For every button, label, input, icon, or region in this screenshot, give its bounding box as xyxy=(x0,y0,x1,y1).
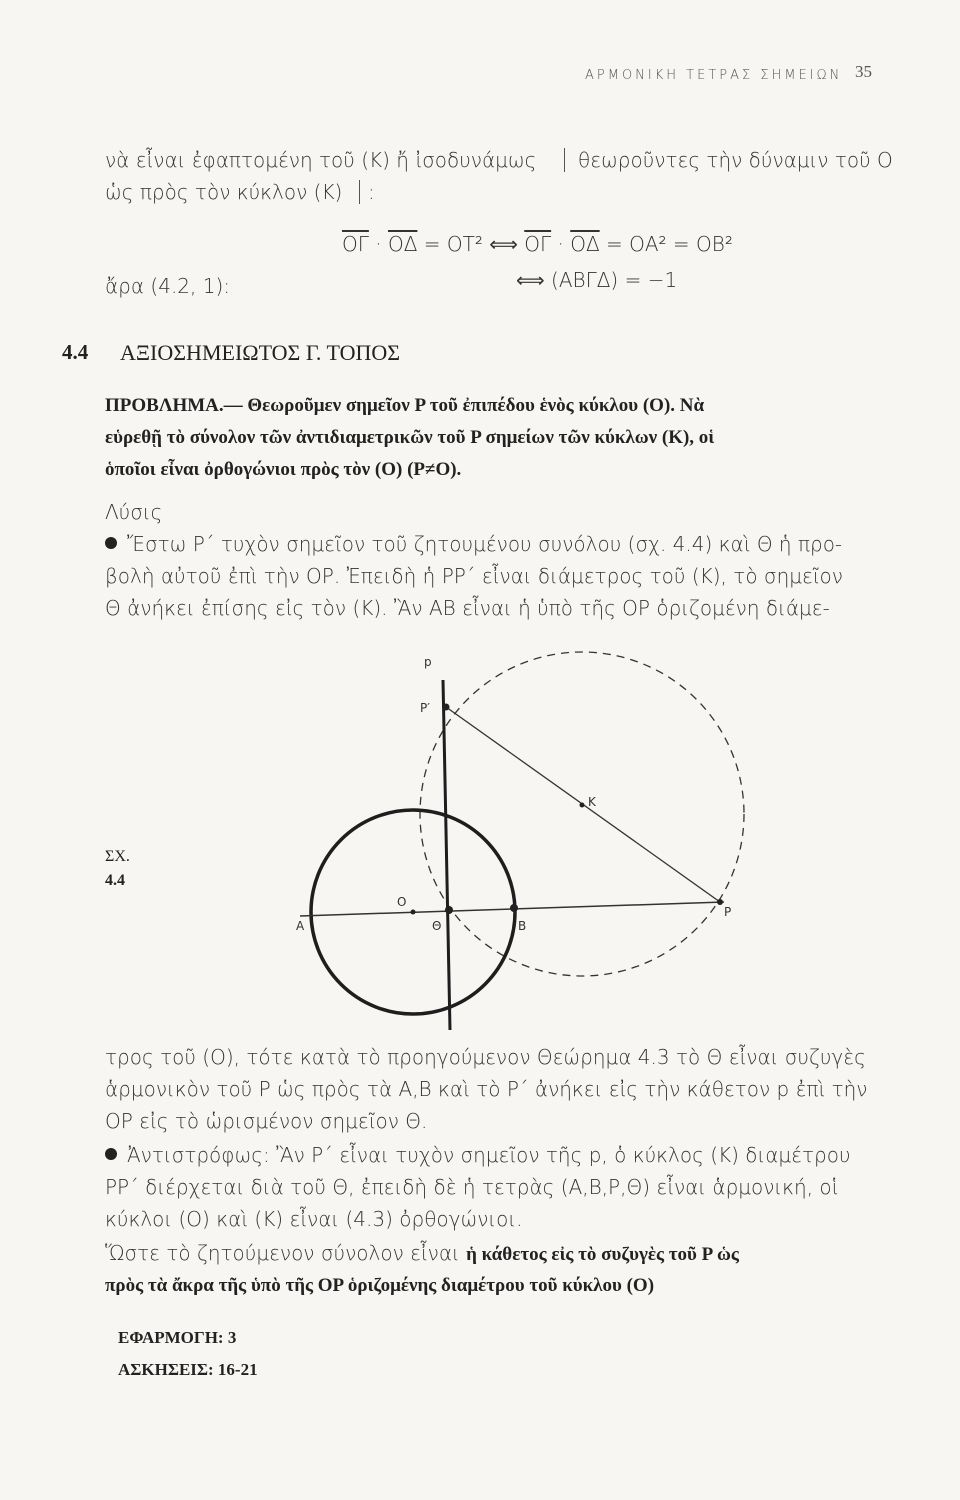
point-theta xyxy=(445,906,453,914)
eq-dot: · xyxy=(551,232,571,256)
conclusion-line1 xyxy=(105,1241,739,1266)
conclusion-bold: ἡ κάθετος εἰς τὸ συζυγὲς τοῦ Ρ ὡς xyxy=(466,1244,739,1265)
segment-od: $\overline{O\Delta}$ xyxy=(570,232,600,256)
intro-line1-b: θεωροῦντες τὴν δύναμιν τοῦ Ο xyxy=(578,148,893,172)
bracket-bar xyxy=(564,148,565,172)
figure-4-4 xyxy=(0,640,960,1040)
solution-p1-line6: ΟΡ εἰς τὸ ὡρισμένον σημεῖον Θ. xyxy=(105,1109,428,1133)
intro-line2: ὡς πρὸς τὸν κύκλον (Κ) xyxy=(105,180,343,204)
intro-line1-a: νὰ εἶναι ἐφαπτομένη τοῦ (Κ) ἤ ἰσοδυνάμως xyxy=(105,148,537,172)
segment-od: $\overline{O\Delta}$ xyxy=(387,232,418,256)
section-number: 4.4 xyxy=(62,340,89,364)
solution-p1-line4: τρος τοῦ (Ο), τότε κατὰ τὸ προηγούμενον Θεώρημα 4.3 τὸ Θ εἶναι συζυγὲς xyxy=(105,1045,866,1069)
eq-part: = ΟΑ² = ΟΒ² xyxy=(599,232,733,256)
figure-caption-l2: 4.4 xyxy=(105,872,125,889)
solution-p1-text: Ἔστω Ρ΄ τυχὸν σημεῖον τοῦ ζητουμένου συνόλου (σχ. 4.4) καὶ Θ ἡ προ- xyxy=(127,532,843,556)
perpendicular-p xyxy=(443,680,450,1030)
solution-p1-line3: Θ ἀνήκει ἐπίσης εἰς τὸν (Κ). Ἂν ΑΒ εἶναι ἡ ὑπὸ τῆς ΟΡ ὁριζομένη διάμε- xyxy=(105,596,830,620)
application-ref: ΕΦΑΡΜΟΓΗ: 3 xyxy=(118,1328,237,1347)
point-k xyxy=(580,803,585,808)
exercises-ref: ΑΣΚΗΣΕΙΣ: 16-21 xyxy=(118,1360,258,1379)
equation-line1 xyxy=(342,232,733,256)
conclusion-line2: πρὸς τὰ ἄκρα τῆς ὑπὸ τῆς ΟΡ ὁριζομένης διαμέτρου τοῦ κύκλου (Ο) xyxy=(105,1275,655,1296)
solution-p2-line3: κύκλοι (Ο) καὶ (Κ) εἶναι (4.3) ὀρθογώνιοι. xyxy=(105,1207,523,1231)
solution-p1-line2: βολὴ αὐτοῦ ἐπὶ τὴν ΟΡ. Ἐπειδὴ ἡ ΡΡ΄ εἶναι διάμετρος τοῦ (Κ), τὸ σημεῖον xyxy=(105,564,843,588)
label-k: K xyxy=(588,795,596,809)
eq-part: = ΟΤ² ⟺ xyxy=(417,232,525,256)
solution-heading: Λύσις xyxy=(105,500,163,524)
label-theta: Θ xyxy=(432,919,442,933)
label-a: A xyxy=(296,919,305,933)
bracket-bar xyxy=(359,180,360,204)
conclusion-plain: Ὥστε τὸ ζητούμενον σύνολον εἶναι xyxy=(105,1241,467,1265)
ara-label: ἄρα (4.2, 1): xyxy=(105,274,231,298)
problem-line2: εὑρεθῇ τὸ σύνολον τῶν ἀντιδιαμετρικῶν τοῦ Ρ σημείων τῶν κύκλων (Κ), οἱ xyxy=(105,427,715,448)
label-p-line: p xyxy=(424,655,432,669)
label-o: O xyxy=(397,895,407,909)
bullet-icon xyxy=(105,1148,117,1160)
point-p-prime xyxy=(443,704,450,711)
label-p-point: P xyxy=(724,905,732,919)
problem-line1: ΠΡΟΒΛΗΜΑ.— Θεωροῦμεν σημεῖον Ρ τοῦ ἐπιπέδου ἑνὸς κύκλου (Ο). Νὰ xyxy=(105,395,705,416)
label-p-prime: P′ xyxy=(420,701,430,715)
equation-line2: ⟺ (ΑΒΓΔ) = −1 xyxy=(516,268,678,292)
solution-p1-line5: ἁρμονικὸν τοῦ Ρ ὡς πρὸς τὰ Α,Β καὶ τὸ Ρ΄ ἀνήκει εἰς τὴν κάθετον p ἐπὶ τὴν xyxy=(105,1077,868,1101)
section-title: ΑΞΙΟΣΗΜΕΙΩΤΟΣ Γ. ΤΟΠΟΣ xyxy=(120,340,401,365)
page-number: 35 xyxy=(855,62,872,81)
eq-dot: · xyxy=(368,232,388,256)
running-title: ΑΡΜΟΝΙΚΗ ΤΕΤΡΑΣ ΣΗΜΕΙΩΝ xyxy=(585,68,843,83)
solution-p2-line2: ΡΡ΄ διέρχεται διὰ τοῦ Θ, ἐπειδὴ δὲ ἡ τετρὰς (Α,Β,Ρ,Θ) εἶναι ἁρμονική, οἱ xyxy=(105,1175,839,1199)
solution-p2-text: Ἀντιστρόφως: Ἂν Ρ΄ εἶναι τυχὸν σημεῖον τῆς p, ὁ κύκλος (Κ) διαμέτρου xyxy=(127,1143,851,1167)
point-b xyxy=(510,904,518,912)
figure-caption xyxy=(105,845,130,893)
segment-og: $\overline{O\Gamma}$ xyxy=(524,232,552,256)
solution-p2-line1 xyxy=(105,1143,851,1167)
point-o xyxy=(411,910,416,915)
solution-p1-line1 xyxy=(105,532,842,556)
bullet-icon xyxy=(105,537,117,549)
intro-line2-colon: : xyxy=(368,180,375,204)
segment-og: $\overline{O\Gamma}$ xyxy=(342,232,369,256)
point-p xyxy=(717,899,723,905)
circle-k-dashed xyxy=(420,652,744,976)
figure-caption-l1: ΣΧ. xyxy=(105,848,130,865)
label-b: B xyxy=(518,919,527,933)
problem-line3: ὁποῖοι εἶναι ὀρθογώνιοι πρὸς τὸν (Ο) (Ρ≠Ο). xyxy=(105,459,462,480)
